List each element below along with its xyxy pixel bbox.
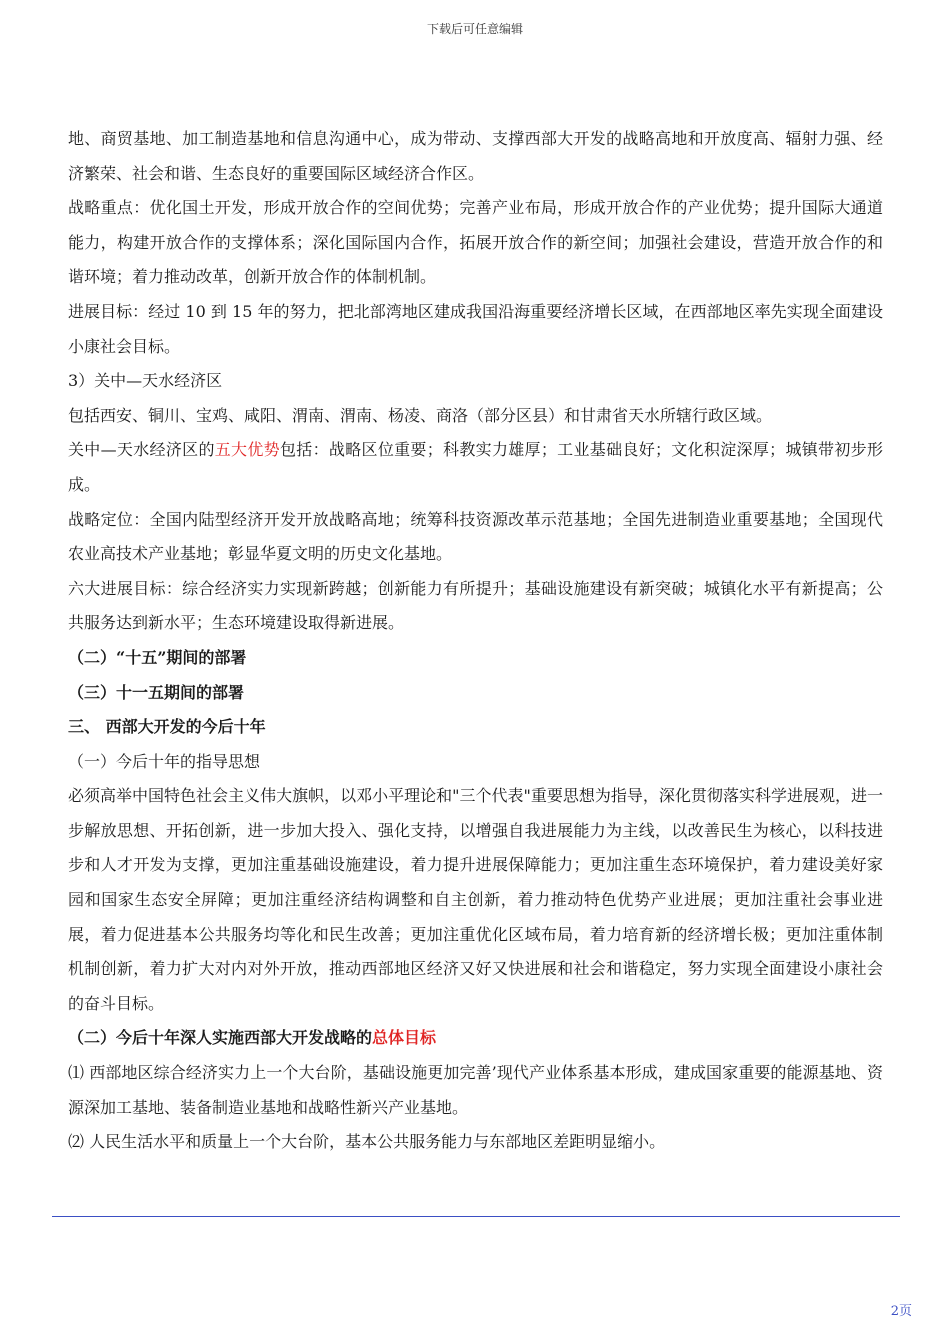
heading-overall-goal [68, 1021, 883, 1056]
text-segment: 包括：战略区位重要；科教实力雄厚；工业基础良好；文化积淀深厚；城镇带初步形成。 [68, 440, 883, 494]
paragraph-development-goal: 进展目标：经过 10 到 15 年的努力，把北部湾地区建成我国沿海重要经济增长区域，在西部地区率先实现全面建设小康社会目标。 [68, 301, 883, 356]
highlight-five-advantages: 五大优势 [214, 440, 280, 460]
paragraph-strategic-focus: 战略重点：优化国土开发，形成开放合作的空间优势；完善产业布局，形成开放合作的产业优势；提升国际大通道能力，构建开放合作的支撑体系；深化国际国内合作，拓展开放合作的新空间；加强社会建设，营造开放合作的和谐环境；着力推动改革，创新开放合作的体制机制。 [68, 198, 883, 287]
document-body [68, 122, 883, 1160]
subheading-guiding-ideology: （一）今后十年的指导思想 [68, 751, 261, 771]
paragraph-continuation: 地、商贸基地、加工制造基地和信息沟通中心，成为带动、支撑西部大开发的战略高地和开放度高、辐射力强、经济繁荣、社会和谐、生态良好的重要国际区域经济合作区。 [68, 129, 883, 183]
list-item-goal-1: ⑴ 西部地区综合经济实力上一个大台阶，基础设施更加完善’现代产业体系基本形成，建成国家重要的能源基地、资源深加工基地、装备制造业基地和战略性新兴产业基地。 [68, 1063, 883, 1117]
list-item-goal-2: ⑵ 人民生活水平和质量上一个大台阶，基本公共服务能力与东部地区差距明显缩小。 [68, 1132, 666, 1152]
text-segment: （二）今后十年深人实施西部大开发战略的 [68, 1028, 373, 1048]
text-segment: 关中—天水经济区的 [68, 440, 215, 460]
footer-divider [52, 1216, 900, 1217]
page-header: 下载后可任意编辑 [426, 22, 523, 36]
paragraph-six-goals: 六大进展目标：综合经济实力实现新跨越；创新能力有所提升；基础设施建设有新突破；城镇化水平有新提高；公共服务达到新水平；生态环境建设取得新进展。 [68, 578, 883, 633]
subheading-guanzhong-tianshui: 3）关中—天水经济区 [68, 371, 223, 391]
heading-section-three: 三、 西部大开发的今后十年 [68, 717, 266, 737]
paragraph-guiding-ideology: 必须高举中国特色社会主义伟大旗帜，以邓小平理论和"三个代表"重要思想为指导，深化贯彻落实科学进展观，进一步解放思想、开拓创新，进一步加大投入、强化支持，以增强自我进展能力为主线，以改善民生为核心，以科技进步和人才开发为支撑，更加注重基础设施建设，着力提升进展保障能力；更加注重生态环境保护，着力建设美好家园和国家生态安全屏障；更加注重经济结构调整和自主创新，着力推动特色优势产业进展；更加注重社会事业进展，着力促进基本公共服务均等化和民生改善；更加注重优化区域布局，着力培育新的经济增长极；更加注重体制机制创新，着力扩大对内对外开放，推动西部地区经济又好又快进展和社会和谐稳定，努力实现全面建设小康社会的奋斗目标。 [68, 786, 883, 1013]
page-number: 2页 [890, 1304, 912, 1319]
highlight-overall-goal: 总体目标 [372, 1028, 437, 1048]
heading-eleventh-five-year: （三）十一五期间的部署 [68, 682, 245, 702]
paragraph-scope: 包括西安、铜川、宝鸡、咸阳、渭南、渭南、杨凌、商洛（部分区县）和甘肃省天水所辖行政区域。 [68, 405, 773, 425]
heading-tenth-five-year: （二）“十五”期间的部署 [68, 647, 247, 667]
paragraph-five-advantages [68, 433, 883, 502]
paragraph-strategic-positioning: 战略定位：全国内陆型经济开发开放战略高地；统筹科技资源改革示范基地；全国先进制造业重要基地；全国现代农业高技术产业基地；彰显华夏文明的历史文化基地。 [68, 509, 883, 564]
